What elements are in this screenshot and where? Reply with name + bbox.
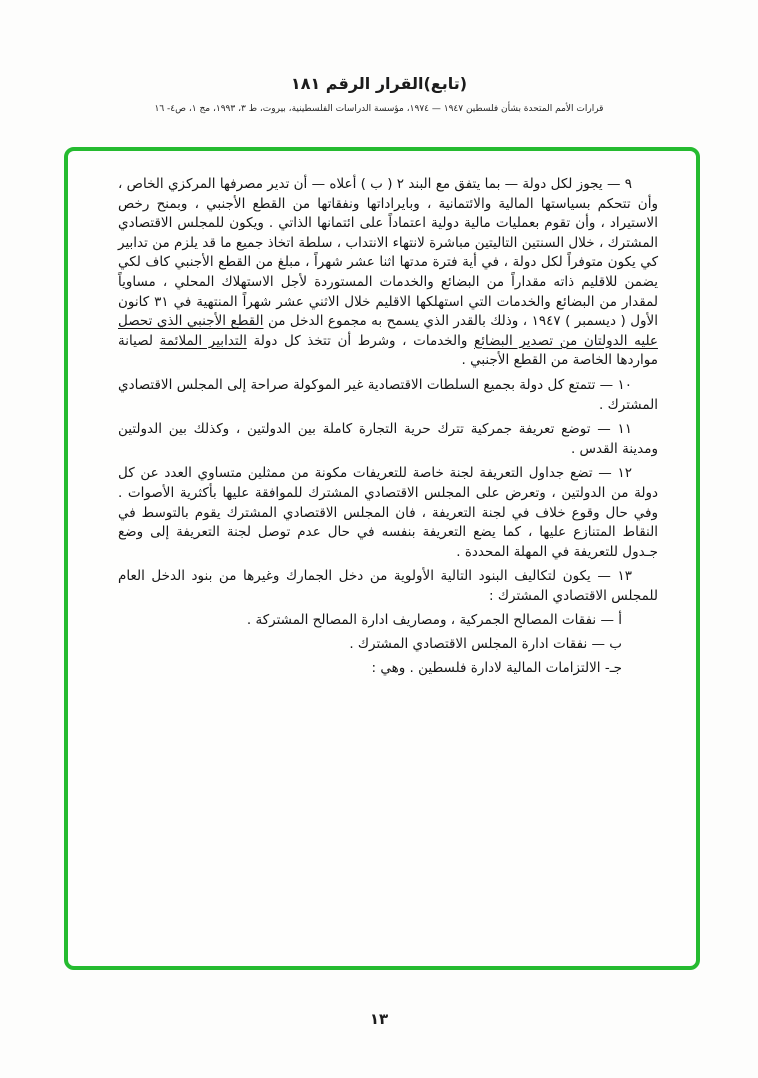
paragraph bbox=[118, 659, 622, 679]
underlined-text: القطع الأجنبي الذي تحصل عليه الدولتان من تصدير البضائع bbox=[118, 313, 658, 349]
paragraph bbox=[118, 175, 658, 371]
paragraph bbox=[118, 420, 658, 459]
text-segment: لصيانة مواردها الخاصة من القطع الأجنبي . bbox=[118, 332, 658, 369]
text-segment: أ — نفقات المصالح الجمركية ، ومصاريف ادارة المصالح المشتركة . bbox=[246, 612, 622, 629]
paragraph bbox=[118, 464, 658, 562]
text-segment: والخدمات ، وشرط أن تتخذ كل دولة bbox=[246, 332, 475, 349]
resolution-body-text bbox=[68, 151, 696, 966]
paragraph bbox=[118, 567, 658, 606]
paragraph bbox=[118, 376, 658, 415]
page-number: ١٣ bbox=[369, 1010, 389, 1028]
text-segment: ٩ — يجوز لكل دولة — بما يتفق مع البند ٢ ( ب ) أعلاه — أن تدير مصرفها المركزي الخاص ، وأن تتحكم بسياستها المالية والائتمانية ، وبايراداتها ونفقاتها من القطع الأجنبي ، وبمنح رخص الاستيراد ، وأن تقوم بعمليات مالية دولية اعتماداً على ائتمانها الذاتي . ويكون للمجلس الاقتصادي المشترك ، خلال السنتين التاليتين مباشرة لانتهاء الانتداب ، سلطة اتخاذ جميع ما قد يلزم من تدابير كي يكون متوفراً لكل دولة ، في أية فترة مدتها اثنا عشر شهراً ، مبلغ من القطع الأجنبي كاف لكي يضمن للاقليم ذاته مقداراً من البضائع والخدمات المستوردة لأجل الاستهلاك المحلي ، مساوياً لمقدار من البضائع والخدمات التي استهلكها الاقليم خلال الاثني عشر شهراً المنتهية في ٣١ كانون الأول ( ديسمبر ) ١٩٤٧ ، وذلك بالقدر الذي يسمح به مجموع الدخل من bbox=[118, 176, 659, 330]
text-segment: ١٢ — تضع جداول التعريفة لجنة خاصة للتعريفات مكونة من ممثلين متساوي العدد عن كل دولة من الدولتين ، وتعرض على المجلس الاقتصادي المشترك للموافقة عليها بأكثرية الأصوات . وفي حال وقوع خلاف في لجنة التعريفة ، فان المجلس الاقتصادي المشترك يقوم بالتوسط في النقاط المتنازع عليها ، كما يضع التعريفة بنفسه في حال عدم توصل لجنة التعريفة إلى وضع جـدول للتعريفة في المهلة المحددة . bbox=[118, 465, 658, 560]
text-segment: ١٠ — تتمتع كل دولة بجميع السلطات الاقتصادية غير الموكولة صراحة إلى المجلس الاقتصادي المشترك . bbox=[118, 376, 658, 413]
source-citation: قرارات الأمم المتحدة بشأن فلسطين ١٩٤٧ — ١٩٧٤، مؤسسة الدراسات الفلسطينية، بيروت، ط ٣، ١٩٩٣، مج ١، ص٤- ١٦ bbox=[154, 104, 604, 114]
page-header bbox=[0, 74, 758, 114]
text-segment: ١١ — توضع تعريفة جمركية تترك حرية التجارة كاملة بين الدولتين ، وكذلك بين الدولتين ومدينة القدس . bbox=[118, 421, 658, 457]
paragraph bbox=[118, 635, 622, 655]
text-segment: ب — نفقات ادارة المجلس الاقتصادي المشترك . bbox=[349, 636, 622, 653]
text-segment: ١٣ — يكون لتكاليف البنود التالية الأولوية من دخل الجمارك وغيرها من بنود الدخل العام للمجلس الاقتصادي المشترك : bbox=[118, 568, 658, 604]
text-segment: جـ- الالتزامات المالية لادارة فلسطين . وهي : bbox=[371, 659, 622, 676]
green-border-box bbox=[64, 147, 700, 970]
resolution-title: (تابع)القرار الرقم ١٨١ bbox=[290, 74, 468, 93]
paragraph bbox=[118, 611, 622, 631]
underlined-text: التدابير الملائمة bbox=[159, 332, 247, 349]
